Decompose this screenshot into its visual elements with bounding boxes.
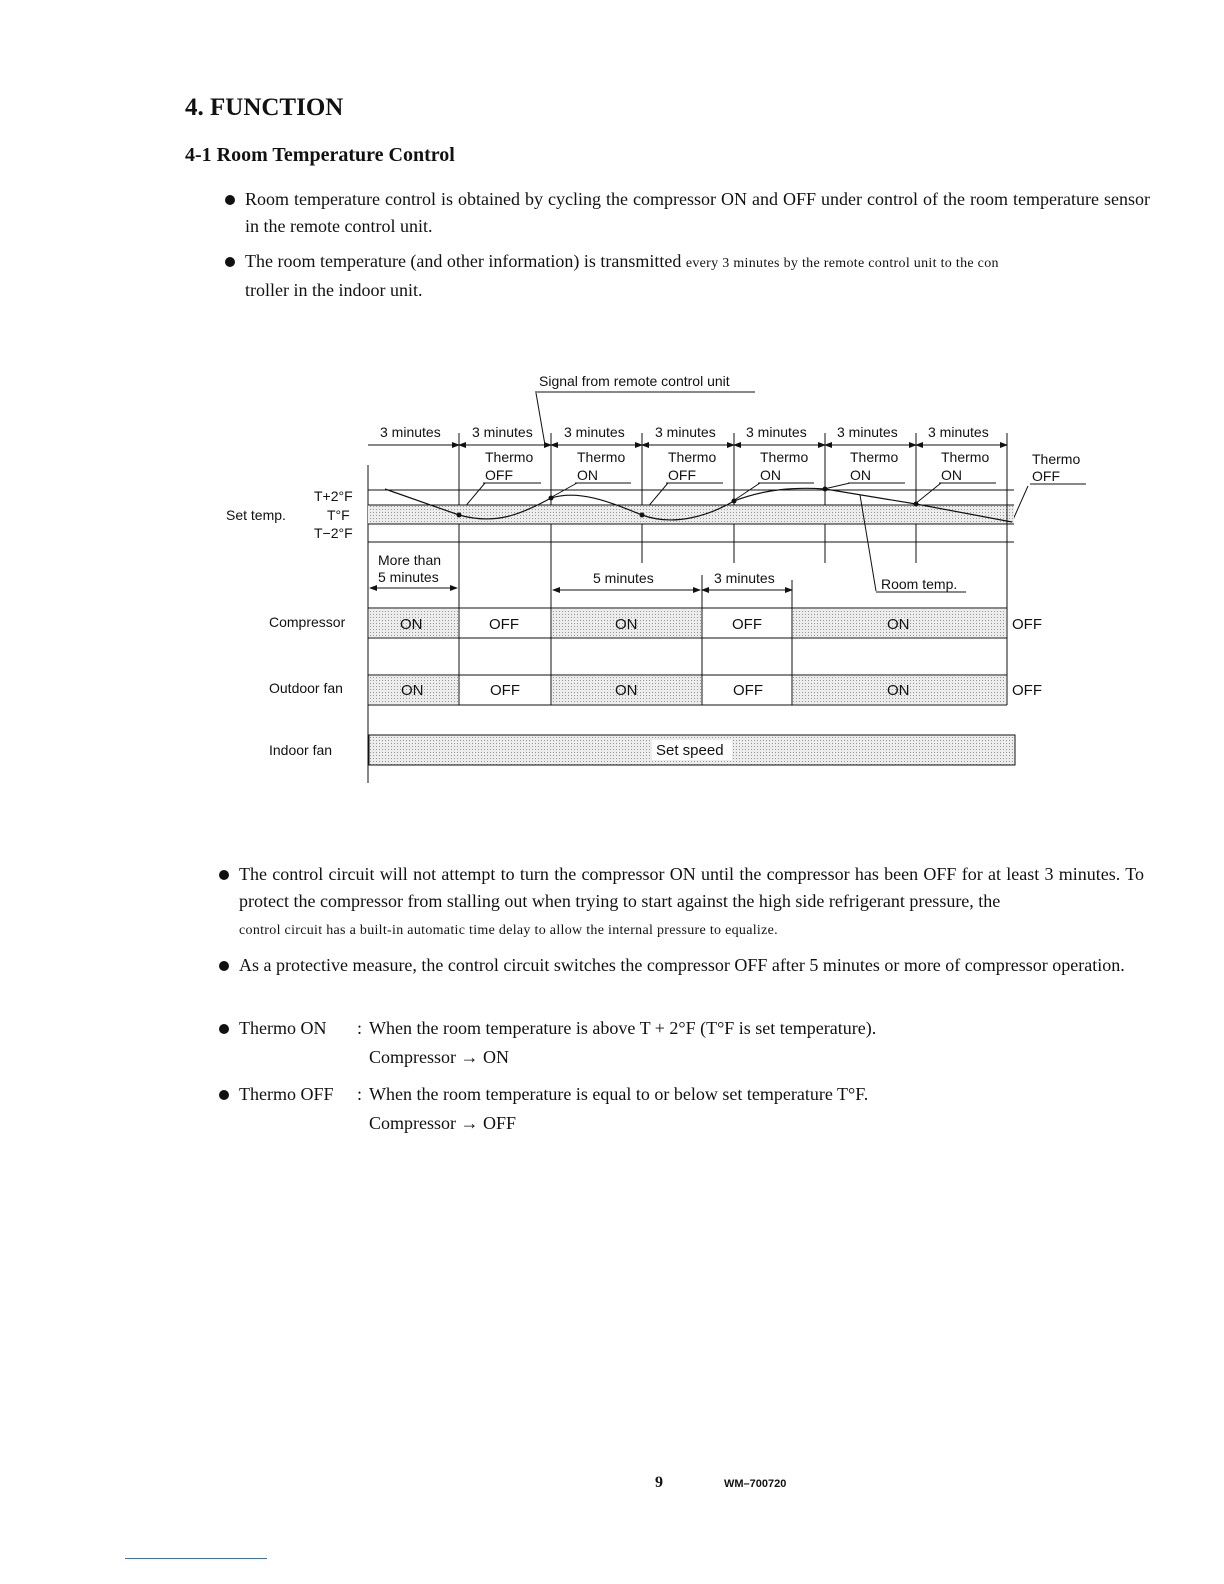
page-number: 9 xyxy=(655,1474,663,1491)
state-label: OFF xyxy=(489,616,519,633)
thermo-underlines xyxy=(483,483,1086,484)
signal-label: Signal from remote control unit xyxy=(539,373,730,389)
sample-point xyxy=(457,513,462,518)
bullet-dot-icon xyxy=(219,961,229,971)
thermo-word: Thermo xyxy=(1032,451,1081,467)
state-label: OFF xyxy=(732,616,762,633)
sample-point xyxy=(823,487,828,492)
definition-result: Compressor → ON xyxy=(369,1047,509,1067)
interval-label: 3 minutes xyxy=(564,424,625,440)
thermo-state: OFF xyxy=(1032,468,1060,484)
state-label: ON xyxy=(401,682,424,699)
thermo-word: Thermo xyxy=(485,449,534,465)
thermo-state: OFF xyxy=(668,467,696,483)
definition-desc: When the room temperature is equal to or below set temperature T°F. xyxy=(369,1084,869,1104)
state-label: OFF xyxy=(733,682,763,699)
row-label: Compressor xyxy=(269,614,346,630)
state-label: ON xyxy=(615,682,638,699)
bullet-text-rest: troller in the indoor unit. xyxy=(245,280,423,300)
thermo-state: ON xyxy=(760,467,781,483)
state-label: OFF xyxy=(490,682,520,699)
interval-label: 3 minutes xyxy=(380,424,441,440)
five-minutes-label: 5 minutes xyxy=(593,570,654,586)
sample-point xyxy=(640,513,645,518)
temp-level-set: T°F xyxy=(327,507,350,523)
interval-label: 3 minutes xyxy=(746,424,807,440)
bottom-rule xyxy=(125,1558,267,1559)
definition-result: Compressor → OFF xyxy=(369,1113,517,1133)
state-label: ON xyxy=(400,616,423,633)
interval-label: 3 minutes xyxy=(928,424,989,440)
bullet-dot-icon xyxy=(219,1024,229,1034)
row-label: Indoor fan xyxy=(269,742,333,758)
doc-code: WM–700720 xyxy=(724,1478,787,1490)
bullet-text: The control circuit will not attempt to turn the compressor ON until the compressor has been OFF for at least 3 minutes. To protect the compressor from stalling out when trying to start against the high side refrigerant pressure, the xyxy=(239,864,1144,911)
thermo-word: Thermo xyxy=(577,449,626,465)
sample-point xyxy=(732,499,737,504)
temp-level-lower: T−2°F xyxy=(314,525,353,541)
bullet-text-large: The room temperature (and other information) is transmitted xyxy=(245,251,682,271)
room-temp-label: Room temp. xyxy=(881,576,958,592)
body-bullet-1 xyxy=(219,861,1144,945)
interval-label: 3 minutes xyxy=(837,424,898,440)
definition-colon: : xyxy=(357,1084,363,1104)
body-bullet-2 xyxy=(219,952,1144,1008)
more-than-label: More than xyxy=(378,552,442,568)
definition-term: Thermo OFF xyxy=(239,1084,334,1104)
definition-thermo-off xyxy=(219,1080,1149,1140)
section-title: 4. FUNCTION xyxy=(185,94,344,121)
bullet-text: As a protective measure, the control circuit switches the compressor OFF after 5 minutes or more of compressor operation. xyxy=(239,955,1125,975)
bullet-dot-icon xyxy=(219,870,229,880)
thermo-state: ON xyxy=(941,467,962,483)
bullet-text-small: control circuit has a built-in automatic time delay to allow the internal pressure to equalize. xyxy=(239,923,778,938)
intro-bullet-1 xyxy=(225,186,1150,242)
row-label: Outdoor fan xyxy=(269,680,343,696)
thermo-word: Thermo xyxy=(668,449,717,465)
bullet-text: Room temperature control is obtained by cycling the compressor ON and OFF under control of the room temperature sensor in the remote control unit. xyxy=(245,189,1150,236)
thermo-state: ON xyxy=(850,467,871,483)
thermo-word: Thermo xyxy=(941,449,990,465)
timing-diagram xyxy=(220,365,1100,785)
bullet-dot-icon xyxy=(219,1090,229,1100)
state-label: OFF xyxy=(1012,616,1042,633)
thermo-state: ON xyxy=(577,467,598,483)
signal-pointer xyxy=(536,393,545,445)
bullet-text-small: every 3 minutes by the remote control unit to the con xyxy=(685,256,999,271)
definition-thermo-on xyxy=(219,1014,1149,1074)
temp-level-upper: T+2°F xyxy=(314,488,353,504)
state-label: ON xyxy=(887,682,910,699)
bullet-dot-icon xyxy=(225,195,235,205)
thermo-word: Thermo xyxy=(850,449,899,465)
sample-point xyxy=(914,502,919,507)
thermo-state: OFF xyxy=(485,467,513,483)
state-label: ON xyxy=(615,616,638,633)
set-temp-label: Set temp. xyxy=(226,507,286,523)
intro-bullet-2 xyxy=(225,248,1150,304)
state-label: ON xyxy=(887,616,910,633)
definition-colon: : xyxy=(357,1018,363,1038)
definition-term: Thermo ON xyxy=(239,1018,327,1038)
definition-desc: When the room temperature is above T + 2°F (T°F is set temperature). xyxy=(369,1018,877,1038)
thermo-labels xyxy=(485,449,1080,484)
thermo-word: Thermo xyxy=(760,449,809,465)
interval-label: 3 minutes xyxy=(655,424,716,440)
sample-point xyxy=(549,496,554,501)
three-minutes-label: 3 minutes xyxy=(714,570,775,586)
state-label: OFF xyxy=(1012,682,1042,699)
more-than-label: 5 minutes xyxy=(378,569,439,585)
bullet-dot-icon xyxy=(225,257,235,267)
interval-label: 3 minutes xyxy=(472,424,533,440)
set-temp-band xyxy=(368,505,1014,524)
subsection-title: 4-1 Room Temperature Control xyxy=(185,144,455,166)
set-speed-label: Set speed xyxy=(656,742,724,759)
